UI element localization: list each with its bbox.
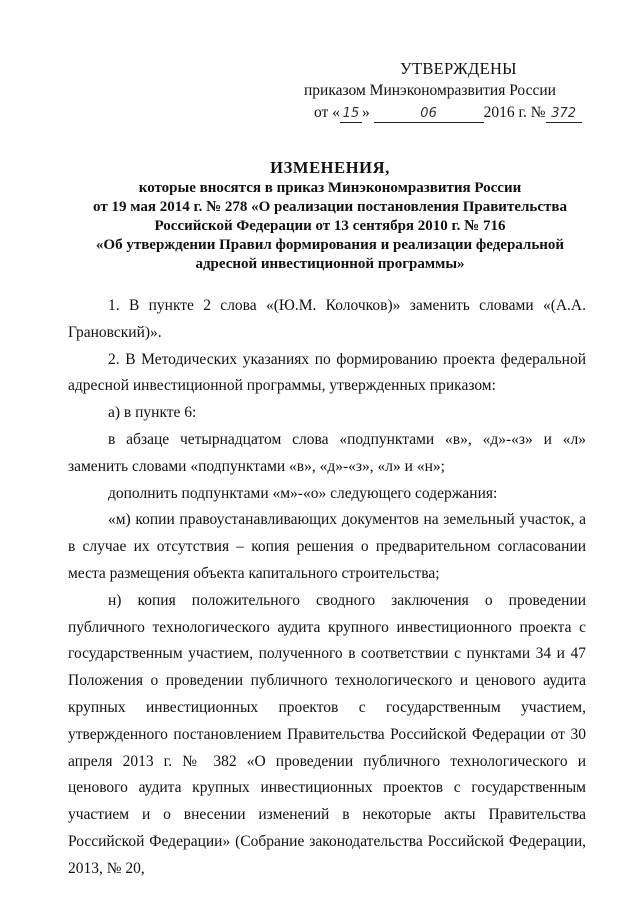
approval-date-line bbox=[300, 102, 600, 124]
approval-title: УТВЕРЖДЕНЫ bbox=[400, 59, 517, 78]
paragraph-5: дополнить подпунктами «м»-«о» следующего содержания: bbox=[108, 484, 498, 502]
heading-line: от 19 мая 2014 г. № 278 «О реализации постановления Правительства bbox=[93, 199, 567, 215]
year-number-label: 2016 г. № bbox=[483, 104, 546, 121]
paragraph-7: н) копия положительного сводного заключения о проведении публичного технологического аудита крупного инвестиционного проекта с государственным участием, полученного в соответствии с пунктами 34 и 47 Положения о проведении публичного технологического и ценового аудита крупных инвестиционных проектов с государственным участием, утвержденного постановлением Правительства Российской Федерации от 30 апреля 2013 г. № 382 «О проведении публичного технологического и ценового аудита крупных инвестиционных проектов с государственным участием и о внесении изменений в некоторые акты Правительства Российской Федерации» (Собрание законодательства Российской Федерации, 2013, № 20, bbox=[68, 591, 586, 877]
heading-line: Российской Федерации от 13 сентября 2010 г. № 716 bbox=[154, 218, 506, 234]
date-prefix: от « bbox=[314, 104, 340, 121]
approval-stamp bbox=[300, 58, 600, 124]
paragraph-4: в абзаце четырнадцатом слова «подпунктами «в», «д»-«з» и «л» заменить словами «подпунктами «в», «д»-«з», «л» и «н»; bbox=[68, 430, 586, 475]
heading-line: «Об утверждении Правил формирования и реализации федеральной bbox=[95, 237, 565, 253]
heading-line: адресной инвестиционной программы» bbox=[195, 256, 465, 272]
heading-title: ИЗМЕНЕНИЯ, bbox=[270, 158, 390, 177]
paragraph-6: «м) копии правоустанавливающих документов на земельный участок, а в случае их отсутствия – копия решения о предварительном согласовании места размещения объекта капитального строительства; bbox=[68, 511, 586, 582]
paragraph-3: а) в пункте 6: bbox=[108, 404, 197, 422]
date-quote-close: » bbox=[361, 104, 370, 121]
paragraph-2: 2. В Методических указаниях по формированию проекта федеральной адресной инвестиционной программы, утвержденных приказом: bbox=[68, 350, 586, 395]
document-heading bbox=[60, 158, 600, 274]
paragraph-1: 1. В пункте 2 слова «(Ю.М. Колочков)» заменить словами «(А.А. Грановский)». bbox=[68, 297, 586, 341]
handwritten-day: 15 bbox=[340, 106, 362, 123]
approval-order-line: приказом Минэкономразвития России bbox=[304, 82, 556, 99]
handwritten-month: 06 bbox=[374, 106, 484, 123]
handwritten-order-number: 372 bbox=[546, 106, 582, 123]
document-body bbox=[68, 293, 586, 883]
heading-line: которые вносятся в приказ Минэкономразвития России bbox=[138, 180, 522, 196]
